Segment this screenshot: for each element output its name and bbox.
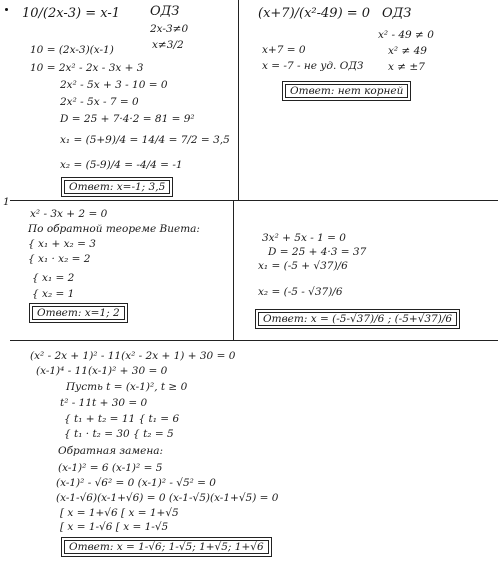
problem-5-line-7: Обратная замена: bbox=[58, 445, 164, 457]
problem-4-answer-box: Ответ: x = (-5-√37)/6 ; (-5+√37)/6 bbox=[258, 312, 457, 326]
problem-1-line-6: D = 25 + 7·4·2 = 81 = 9² bbox=[60, 113, 195, 125]
problem-5-line-11: [ x = 1+√6 [ x = 1+√5 bbox=[60, 507, 179, 519]
problem-5-line-3: Пусть t = (x-1)², t ≥ 0 bbox=[66, 381, 188, 393]
problem-3-line-4: { x₁ · x₂ = 2 bbox=[28, 253, 91, 265]
vertical-divider-top bbox=[238, 0, 239, 200]
problem-5-line-12: [ x = 1-√6 [ x = 1-√5 bbox=[60, 521, 169, 533]
problem-3-line-3: { x₁ + x₂ = 3 bbox=[28, 238, 96, 250]
problem-1-answer-box: Ответ: x=-1; 3,5 bbox=[64, 180, 170, 194]
problem-1-line-5: 2x² - 5x - 7 = 0 bbox=[60, 96, 139, 108]
problem-1-line-4: 2x² - 5x + 3 - 10 = 0 bbox=[60, 79, 168, 91]
vertical-divider-middle bbox=[233, 200, 234, 340]
problem-2-odz-line-3: x ≠ ±7 bbox=[388, 61, 425, 73]
problem-4-line-4: x₂ = (-5 - √37)/6 bbox=[258, 286, 343, 298]
problem-5-line-4: t² - 11t + 30 = 0 bbox=[60, 397, 148, 409]
problem-1-odz-title: ОДЗ bbox=[150, 4, 180, 19]
problem-2-answer-box: Ответ: нет корней bbox=[285, 84, 408, 98]
problem-2-line-2: x+7 = 0 bbox=[262, 44, 306, 56]
problem-2-odz-line-2: x² ≠ 49 bbox=[388, 45, 427, 57]
margin-dot bbox=[5, 8, 8, 11]
problem-1-line-2: 10 = (2x-3)(x-1) bbox=[30, 44, 114, 56]
problem-4-line-1: 3x² + 5x - 1 = 0 bbox=[262, 232, 346, 244]
problem-5-line-8: (x-1)² = 6 (x-1)² = 5 bbox=[58, 462, 163, 474]
problem-3-line-1: x² - 3x + 2 = 0 bbox=[30, 208, 108, 220]
problem-1-line-3: 10 = 2x² - 2x - 3x + 3 bbox=[30, 62, 144, 74]
problem-5-answer-box: Ответ: x = 1-√6; 1-√5; 1+√5; 1+√6 bbox=[64, 540, 269, 554]
problem-4-line-2: D = 25 + 4·3 = 37 bbox=[268, 246, 367, 258]
horizontal-divider-1 bbox=[10, 200, 498, 201]
problem-5-line-2: (x-1)⁴ - 11(x-1)² + 30 = 0 bbox=[36, 365, 168, 377]
problem-1-odz-line-1: 2x-3≠0 bbox=[150, 23, 189, 35]
problem-3-line-5: { x₁ = 2 bbox=[32, 272, 75, 284]
problem-1-odz-line-2: x≠3/2 bbox=[152, 39, 184, 51]
problem-1-line-1: 10/(2x-3) = x-1 bbox=[22, 6, 121, 21]
problem-2-odz-line-1: x² - 49 ≠ 0 bbox=[378, 29, 434, 41]
problem-5-line-1: (x² - 2x + 1)² - 11(x² - 2x + 1) + 30 = 0 bbox=[30, 350, 236, 362]
problem-4-line-3: x₁ = (-5 + √37)/6 bbox=[258, 260, 348, 272]
problem-1-line-8: x₂ = (5-9)/4 = -4/4 = -1 bbox=[60, 159, 183, 171]
problem-3-line-6: { x₂ = 1 bbox=[32, 288, 75, 300]
problem-5-line-10: (x-1-√6)(x-1+√6) = 0 (x-1-√5)(x-1+√5) = 0 bbox=[56, 492, 279, 504]
problem-5-line-6: { t₁ · t₂ = 30 { t₂ = 5 bbox=[64, 428, 174, 440]
problem-3-line-2: По обратной теореме Виета: bbox=[28, 223, 200, 235]
problem-2-odz-title: ОДЗ bbox=[382, 6, 412, 21]
problem-5-line-5: { t₁ + t₂ = 11 { t₁ = 6 bbox=[64, 413, 180, 425]
problem-1-line-7: x₁ = (5+9)/4 = 14/4 = 7/2 = 3,5 bbox=[60, 134, 230, 146]
horizontal-divider-2 bbox=[10, 340, 498, 341]
problem-2-line-1: (x+7)/(x²-49) = 0 bbox=[258, 6, 371, 21]
problem-5-line-9: (x-1)² - √6² = 0 (x-1)² - √5² = 0 bbox=[56, 477, 216, 489]
problem-2-line-3: x = -7 - не уд. ОДЗ bbox=[262, 60, 364, 72]
margin-mark: 1 bbox=[3, 196, 10, 208]
problem-3-answer-box: Ответ: x=1; 2 bbox=[32, 306, 125, 320]
